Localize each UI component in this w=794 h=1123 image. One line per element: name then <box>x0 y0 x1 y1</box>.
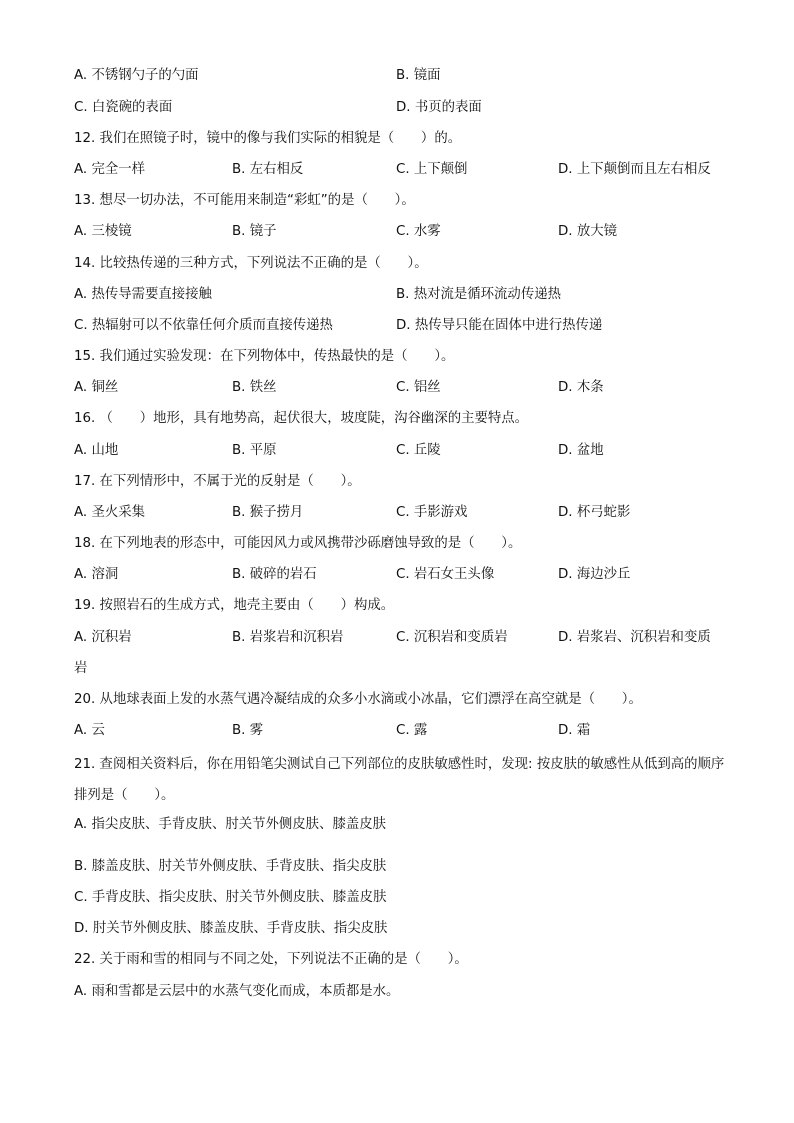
option-c: C. 丘陵 <box>396 443 441 458</box>
option-d: D. 海边沙丘 <box>558 567 631 582</box>
question-21-option-b: B. 膝盖皮肤、肘关节外侧皮肤、手背皮肤、指尖皮肤 <box>74 859 387 874</box>
option-b: B. 镜面 <box>396 68 441 83</box>
option-c: C. 水雾 <box>396 224 441 239</box>
question-14-stem: 14. 比较热传递的三种方式，下列说法不正确的是（ ）。 <box>74 256 428 271</box>
question-18-stem: 18. 在下列地表的形态中，可能因风力或风携带沙砾磨蚀导致的是（ ）。 <box>74 536 522 551</box>
option-a: A. 三棱镜 <box>74 224 132 239</box>
question-18-options <box>74 564 724 586</box>
option-a: A. 溶洞 <box>74 567 119 582</box>
option-c: C. 上下颠倒 <box>396 162 468 177</box>
option-b: B. 热对流是循环流动传递热 <box>396 287 561 302</box>
question-20-stem: 20. 从地球表面上发的水蒸气遇冷凝结成的众多小水滴或小冰晶，它们漂浮在高空就是（ ）。 <box>74 692 642 707</box>
option-b: B. 雾 <box>232 723 264 738</box>
question-21-option-d: D. 肘关节外侧皮肤、膝盖皮肤、手背皮肤、指尖皮肤 <box>74 921 388 936</box>
option-b: B. 左右相反 <box>232 162 304 177</box>
question-19-stem: 19. 按照岩石的生成方式，地壳主要由（ ）构成。 <box>74 598 395 613</box>
question-14-options-row-2 <box>74 315 724 337</box>
question-14-options-row-1 <box>74 284 724 306</box>
option-d: D. 霜 <box>558 723 591 738</box>
option-d: D. 热传导只能在固体中进行热传递 <box>396 318 603 333</box>
option-b: B. 破碎的岩石 <box>232 567 317 582</box>
prev-question-options-row-1 <box>74 65 724 87</box>
option-d: D. 木条 <box>558 380 604 395</box>
option-d: D. 上下颠倒而且左右相反 <box>558 162 711 177</box>
option-d: D. 书页的表面 <box>396 100 482 115</box>
option-d: D. 盆地 <box>558 443 604 458</box>
option-a: A. 沉积岩 <box>74 630 132 645</box>
question-17-options <box>74 502 724 524</box>
option-c: C. 露 <box>396 723 428 738</box>
option-a: A. 山地 <box>74 443 119 458</box>
option-b: B. 猴子捞月 <box>232 505 304 520</box>
option-a: A. 圣火采集 <box>74 505 145 520</box>
option-c: C. 手影游戏 <box>396 505 468 520</box>
option-c: C. 铝丝 <box>396 380 441 395</box>
option-c: C. 岩石女王头像 <box>396 567 495 582</box>
question-22-stem: 22. 关于雨和雪的相同与不同之处，下列说法不正确的是（ ）。 <box>74 952 468 967</box>
question-19-option-d-wrap: 岩 <box>74 661 88 676</box>
option-d: D. 杯弓蛇影 <box>558 505 631 520</box>
option-c: C. 白瓷碗的表面 <box>74 100 173 115</box>
option-c: C. 沉积岩和变质岩 <box>396 630 508 645</box>
prev-question-options-row-2 <box>74 97 724 119</box>
question-12-options <box>74 159 724 181</box>
question-13-options <box>74 221 724 243</box>
option-d: D. 岩浆岩、沉积岩和变质 <box>558 630 711 645</box>
question-20-options <box>74 720 724 742</box>
question-12-stem: 12. 我们在照镜子时，镜中的像与我们实际的相貌是（ ）的。 <box>74 131 462 146</box>
question-16-options <box>74 440 724 462</box>
question-21-option-c: C. 手背皮肤、指尖皮肤、肘关节外侧皮肤、膝盖皮肤 <box>74 890 387 905</box>
question-17-stem: 17. 在下列情形中，不属于光的反射是（ ）。 <box>74 474 361 489</box>
question-21-stem: 21. 查阅相关资料后，你在用铅笔尖测试自己下列部位的皮肤敏感性时，发现: 按皮肤的敏感性从低到高的顺序排列是（ ）。 <box>74 757 725 803</box>
question-21-option-a: A. 指尖皮肤、手背皮肤、肘关节外侧皮肤、膝盖皮肤 <box>74 817 387 832</box>
question-15-options <box>74 377 724 399</box>
option-a: A. 铜丝 <box>74 380 119 395</box>
option-b: B. 平原 <box>232 443 277 458</box>
option-b: B. 镜子 <box>232 224 277 239</box>
question-19-options <box>74 627 724 649</box>
option-a: A. 不锈钢勺子的勺面 <box>74 68 199 83</box>
question-15-stem: 15. 我们通过实验发现：在下列物体中，传热最快的是（ ）。 <box>74 349 455 364</box>
option-a: A. 云 <box>74 723 105 738</box>
option-c: C. 热辐射可以不依靠任何介质而直接传递热 <box>74 318 333 333</box>
option-d: D. 放大镜 <box>558 224 617 239</box>
option-a: A. 完全一样 <box>74 162 145 177</box>
question-13-stem: 13. 想尽一切办法，不可能用来制造“彩虹”的是（ ）。 <box>74 193 415 208</box>
question-16-stem: 16. （ ）地形，具有地势高，起伏很大，坡度陡，沟谷幽深的主要特点。 <box>74 411 529 426</box>
option-b: B. 岩浆岩和沉积岩 <box>232 630 344 645</box>
option-b: B. 铁丝 <box>232 380 277 395</box>
option-a: A. 热传导需要直接接触 <box>74 287 212 302</box>
question-22-option-a: A. 雨和雪都是云层中的水蒸气变化而成，本质都是水。 <box>74 984 400 999</box>
